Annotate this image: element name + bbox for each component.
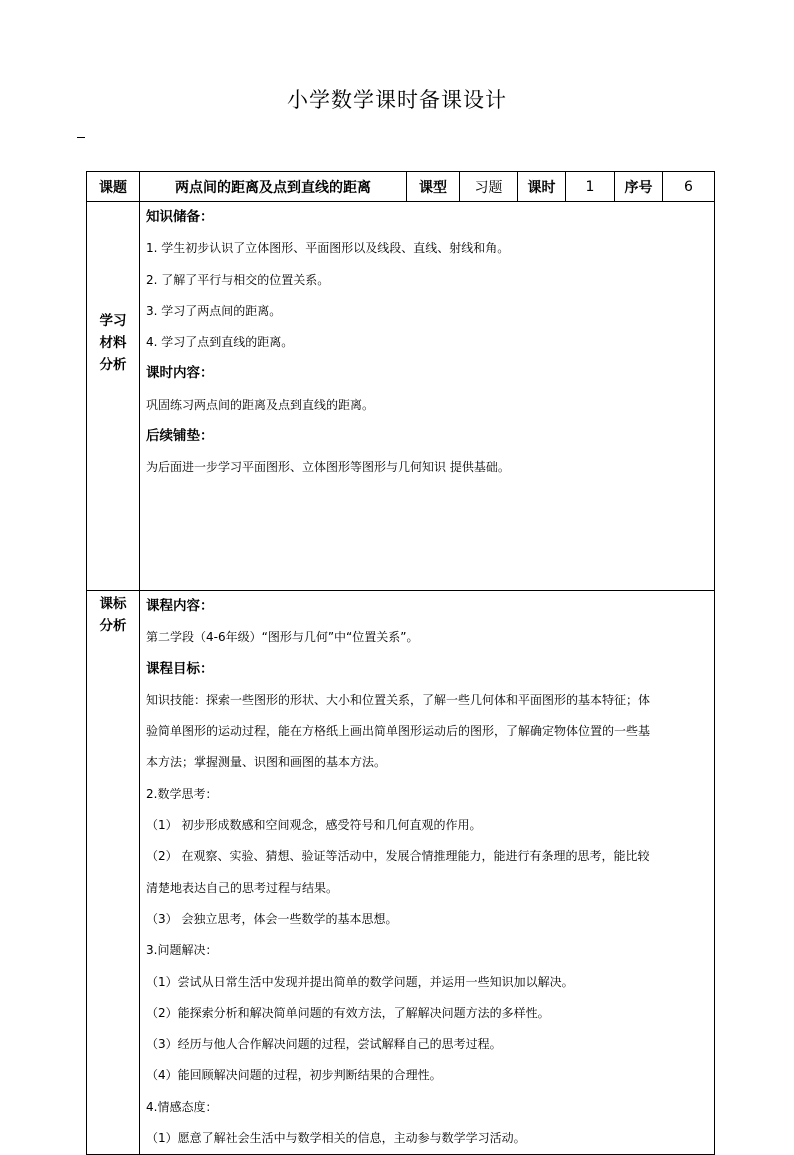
- label-line: 分析: [99, 357, 127, 373]
- type-label: 课型: [407, 172, 460, 202]
- content-line: 本方法；掌握测量、识图和画图的基本方法。: [146, 755, 387, 770]
- content-line: （1）尝试从日常生活中发现并提出简单的数学问题，并运用一些知识加以解决。: [146, 974, 574, 989]
- header-dash-mark: [77, 137, 85, 138]
- section-curriculum-analysis-label: [87, 591, 140, 1155]
- content-line: （3）经历与他人合作解决问题的过程，尝试解释自己的思考过程。: [146, 1037, 502, 1052]
- section-curriculum-analysis: [87, 591, 715, 1155]
- header-row: [87, 172, 715, 202]
- section-heading: 课程目标：: [146, 660, 214, 677]
- section-heading: 后续铺垫：: [146, 428, 214, 445]
- content-line: 巩固练习两点间的距离及点到直线的距离。: [146, 397, 375, 412]
- content-line: 知识技能：探索一些图形的形状、大小和位置关系，了解一些几何体和平面图形的基本特征；体: [146, 692, 651, 707]
- section-heading: 知识储备：: [146, 209, 214, 225]
- content-line: 2. 了解了平行与相交的位置关系。: [146, 272, 330, 287]
- period-label: 课时: [518, 172, 566, 202]
- label-line: 材料: [99, 335, 127, 351]
- period-value: 1: [566, 172, 615, 202]
- content-line: （3） 会独立思考，体会一些数学的基本思想。: [146, 911, 398, 926]
- content-line: 1. 学生初步认识了立体图形、平面图形以及线段、直线、射线和角。: [146, 241, 510, 256]
- label-line: 学习: [99, 313, 127, 329]
- section-heading: 课程内容：: [146, 598, 214, 614]
- content-line: （2） 在观察、实验、猜想、验证等活动中，发展合情推理能力，能进行有条理的思考，能比较: [146, 849, 650, 864]
- content-line: （1）愿意了解社会生活中与数学相关的信息，主动参与数学学习活动。: [146, 1131, 526, 1146]
- page-title: 小学数学课时备课设计: [287, 88, 507, 112]
- label-line: 课标: [99, 596, 127, 612]
- content-line: 2.数学思考：: [146, 786, 218, 801]
- content-line: 4. 学习了点到直线的距离。: [146, 335, 294, 350]
- seq-label: 序号: [615, 172, 663, 202]
- topic-label: 课题: [87, 172, 140, 202]
- content-line: 3. 学习了两点间的距离。: [146, 303, 282, 318]
- content-line: 4.情感态度：: [146, 1099, 218, 1114]
- label-line: 分析: [99, 618, 127, 634]
- content-line: （2）能探索分析和解决简单问题的有效方法，了解解决问题方法的多样性。: [146, 1005, 550, 1020]
- section-learning-materials: [87, 202, 715, 591]
- content-line: 验简单图形的运动过程，能在方格纸上画出简单图形运动后的图形，了解确定物体位置的一些基: [146, 724, 651, 739]
- content-line: 第二学段（4-6年级）“图形与几何”中“位置关系”。: [146, 630, 419, 645]
- section-learning-materials-label: [87, 202, 140, 591]
- topic-value: 两点间的距离及点到直线的距离: [140, 172, 407, 202]
- content-line: （1） 初步形成数感和空间观念，感受符号和几何直观的作用。: [146, 818, 482, 833]
- lesson-plan-table: [86, 171, 715, 1155]
- section-heading: 课时内容：: [146, 365, 214, 382]
- content-line: 清楚地表达自己的思考过程与结果。: [146, 880, 339, 895]
- content-line: 3.问题解决：: [146, 943, 218, 958]
- content-line: 为后面进一步学习平面图形、立体图形等图形与几何知识 提供基础。: [146, 460, 510, 475]
- type-value: 习题: [460, 172, 518, 202]
- section-curriculum-analysis-content: [140, 591, 715, 1155]
- seq-value: 6: [663, 172, 715, 202]
- section-learning-materials-content: [140, 202, 715, 591]
- content-line: （4）能回顾解决问题的过程，初步判断结果的合理性。: [146, 1068, 442, 1083]
